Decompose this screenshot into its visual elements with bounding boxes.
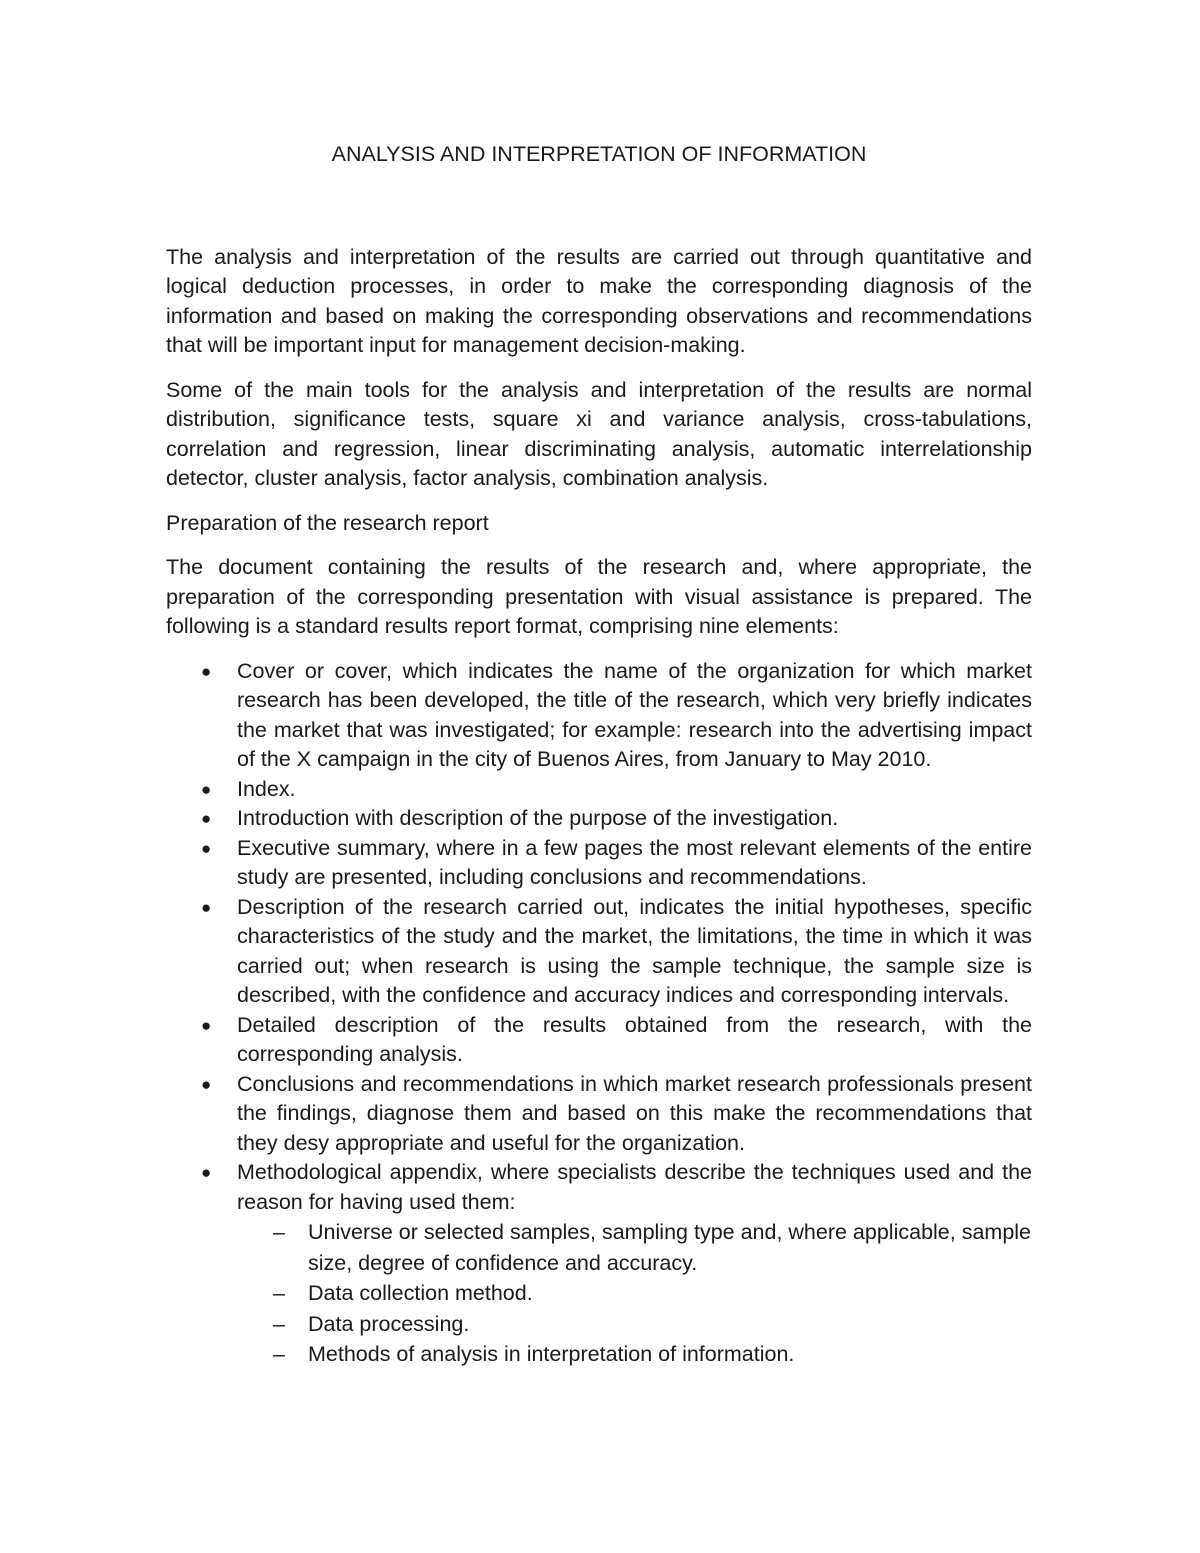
bullet-icon: ● xyxy=(201,897,212,917)
sub-list-item xyxy=(237,1339,1032,1370)
report-elements-list xyxy=(166,657,1032,1370)
list-item xyxy=(166,804,1032,834)
methodology-sublist xyxy=(237,1217,1032,1370)
list-item xyxy=(166,1070,1032,1159)
list-item-text: Index. xyxy=(237,776,296,801)
sub-list-item-text: Data processing. xyxy=(308,1311,470,1336)
bullet-icon: ● xyxy=(201,1163,212,1182)
document-title: ANALYSIS AND INTERPRETATION OF INFORMATION xyxy=(331,142,867,166)
paragraph-main-tools: Some of the main tools for the analysis and interpretation of the results are normal distribution, significance tests, square xi and variance analysis, cross-tabulations, correlation and regression, linear discriminating analysis, automatic interrelationship detector, cluster analysis, factor analysis, combination analysis. xyxy=(166,377,1032,490)
sub-list-item-text: Data collection method. xyxy=(308,1281,533,1305)
list-item-text: Introduction with description of the purpose of the investigation. xyxy=(237,806,839,830)
bullet-icon: ● xyxy=(201,838,212,858)
document-page xyxy=(166,140,1032,1370)
sub-list-item xyxy=(237,1217,1032,1278)
bullet-icon: ● xyxy=(201,1074,212,1094)
bullet-icon: ● xyxy=(201,661,212,681)
bullet-icon: ● xyxy=(201,779,212,799)
sub-list-item xyxy=(237,1278,1032,1309)
list-item-text: Cover or cover, which indicates the name of the organization for which market research has been developed, the title of the research, which very briefly indicates the market that was investigated; for example: research into the advertising impact of the X campaign in the city of Buenos Aires, from January to May 2010. xyxy=(237,658,1032,771)
section-heading: Preparation of the research report xyxy=(166,510,489,535)
dash-icon: – xyxy=(273,1311,285,1336)
dash-icon: – xyxy=(273,1220,285,1244)
dash-icon: – xyxy=(273,1342,285,1366)
list-item-text: Executive summary, where in a few pages the most relevant elements of the entire study are presented, including conclusions and recommendations. xyxy=(237,835,1032,889)
list-item xyxy=(166,893,1032,1011)
list-item-text: Description of the research carried out, indicates the initial hypotheses, specific characteristics of the study and the market, the limitations, the time in which it was carried out; when research is using the sample technique, the sample size is described, with the confidence and accuracy indices and corresponding intervals. xyxy=(237,894,1032,1007)
list-item xyxy=(166,775,1032,805)
sub-list-item-text: Universe or selected samples, sampling type and, where applicable, sample size, degree of confidence and accuracy. xyxy=(308,1220,1032,1275)
list-item-text: Methodological appendix, where specialists describe the techniques used and the reason for having used them: xyxy=(237,1160,1032,1214)
list-item xyxy=(166,834,1032,893)
list-item xyxy=(166,657,1032,775)
dash-icon: – xyxy=(273,1281,285,1305)
bullet-icon: ● xyxy=(201,809,212,828)
sub-list-item xyxy=(237,1309,1032,1340)
list-item xyxy=(166,1158,1032,1370)
sub-list-item-text: Methods of analysis in interpretation of information. xyxy=(308,1342,795,1366)
list-item-text: Detailed description of the results obtained from the research, with the corresponding analysis. xyxy=(237,1012,1032,1066)
bullet-icon: ● xyxy=(201,1015,212,1035)
paragraph-analysis-intro: The analysis and interpretation of the results are carried out through quantitative and logical deduction processes, in order to make the corresponding diagnosis of the information and based on making the corresponding observations and recommendations that will be important input for management decision-making. xyxy=(166,244,1032,357)
list-item xyxy=(166,1011,1032,1070)
paragraph-report-intro: The document containing the results of the research and, where appropriate, the preparation of the corresponding presentation with visual assistance is prepared. The following is a standard results report format, comprising nine elements: xyxy=(166,555,1032,638)
list-item-text: Conclusions and recommendations in which market research professionals present the findings, diagnose them and based on this make the recommendations that they desy appropriate and useful for the organization. xyxy=(237,1071,1032,1155)
